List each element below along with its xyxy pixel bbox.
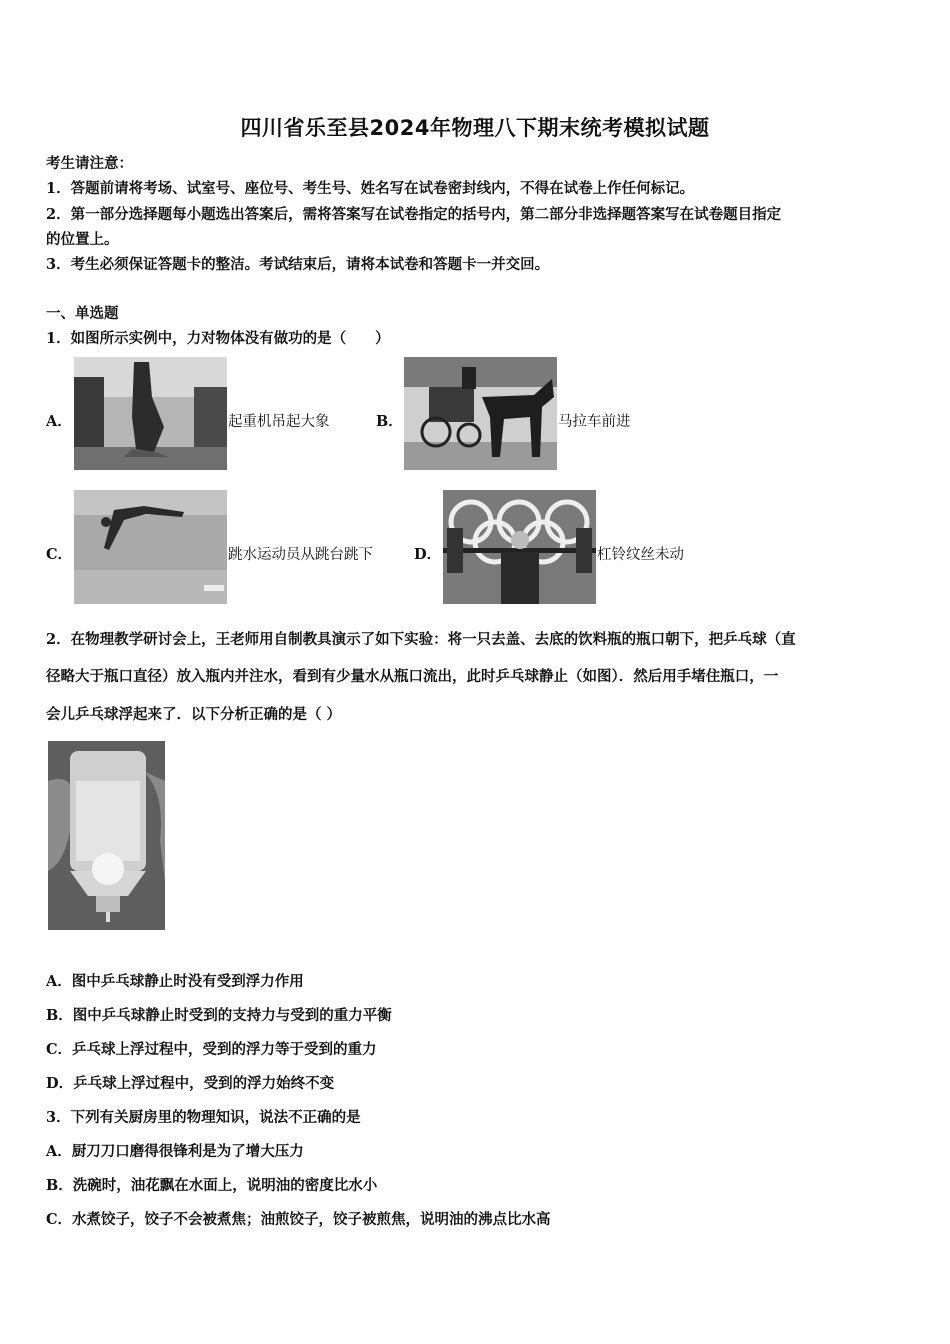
- q3-stem: 3．下列有关厨房里的物理知识，说法不正确的是: [46, 1109, 361, 1126]
- page-title: 四川省乐至县2024年物理八下期末统考模拟试题: [240, 116, 710, 140]
- notice-item-2-cont: 的位置上。: [46, 231, 119, 248]
- q1-stem: 1．如图所示实例中，力对物体没有做功的是（ ）: [46, 330, 390, 347]
- q1-option-b-caption: 马拉车前进: [558, 414, 631, 430]
- q1-option-c-caption: 跳水运动员从跳台跳下: [228, 547, 373, 563]
- horse-carriage-image: [404, 357, 557, 470]
- q2-stem-line-3: 会儿乒乓球浮起来了．以下分析正确的是（ ）: [46, 706, 342, 723]
- q3-option-a: A．厨刀刀口磨得很锋利是为了增大压力: [46, 1143, 304, 1160]
- notice-item-1: 1．答题前请将考场、试室号、座位号、考生号、姓名写在试卷密封线内，不得在试卷上作任何标记。: [46, 180, 695, 197]
- crane-elephant-image: [74, 357, 227, 470]
- q1-option-c-label: C．: [46, 546, 73, 563]
- q1-option-b-label: B．: [376, 413, 403, 430]
- q2-option-b: B．图中乒乓球静止时受到的支持力与受到的重力平衡: [46, 1007, 392, 1024]
- q1-option-a-label: A．: [46, 413, 72, 430]
- q2-stem-line-2: 径略大于瓶口直径）放入瓶内并注水，看到有少量水从瓶口流出，此时乒乓球静止（如图）．然后用手堵住瓶口，一: [46, 668, 779, 685]
- notice-item-2: 2．第一部分选择题每小题选出答案后，需将答案写在试卷指定的括号内，第二部分非选择题答案写在试卷题目指定: [46, 206, 782, 223]
- q2-stem-line-1: 2．在物理教学研讨会上，王老师用自制教具演示了如下实验：将一只去盖、去底的饮料瓶的瓶口朝下，把乒乓球（直: [46, 631, 796, 648]
- diver-image: [74, 490, 227, 604]
- q3-option-b: B．洗碗时，油花飘在水面上，说明油的密度比水小: [46, 1177, 378, 1194]
- q3-option-c: C．水煮饺子，饺子不会被煮焦；油煎饺子，饺子被煎焦，说明油的沸点比水高: [46, 1211, 551, 1228]
- section-heading: 一、单选题: [46, 305, 119, 322]
- q2-option-d: D．乒乓球上浮过程中，受到的浮力始终不变: [46, 1075, 335, 1092]
- q2-option-a: A．图中乒乓球静止时没有受到浮力作用: [46, 973, 304, 990]
- notice-heading: 考生请注意：: [46, 155, 133, 172]
- notice-item-3: 3．考生必须保证答题卡的整洁。考试结束后，请将本试卷和答题卡一并交回。: [46, 256, 550, 273]
- q1-option-d-caption: 杠铃纹丝未动: [597, 547, 684, 563]
- weightlifter-image: [443, 490, 596, 604]
- q1-option-d-label: D．: [414, 546, 442, 563]
- q2-option-c: C．乒乓球上浮过程中，受到的浮力等于受到的重力: [46, 1041, 377, 1058]
- q1-option-a-caption: 起重机吊起大象: [228, 414, 330, 430]
- bottle-ping-pong-image: [48, 741, 165, 930]
